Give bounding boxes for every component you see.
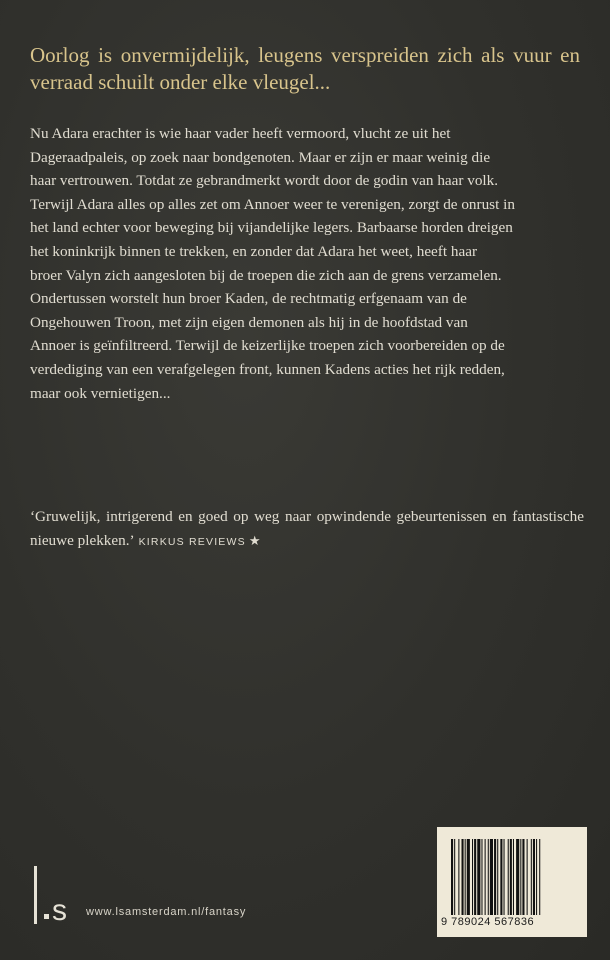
blurb-line: het koninkrijk binnen te trekken, en zonder dat Adara het weet, heeft haar — [30, 242, 478, 260]
publisher-logo — [30, 866, 76, 927]
logo-letter: s — [52, 894, 67, 927]
blurb-line: broer Valyn zich aangesloten bij de troepen die zich aan de grens verzamelen. — [30, 266, 502, 284]
barcode-bar — [539, 839, 540, 915]
barcode-bar — [485, 839, 486, 915]
blurb-line: Annoer is geïnfiltreerd. Terwijl de keizerlijke troepen zich voorbereiden op de — [30, 337, 505, 355]
barcode-bar — [472, 839, 473, 915]
barcode-bar — [494, 839, 496, 915]
star-icon: ★ — [248, 534, 261, 549]
blurb-line: Nu Adara erachter is wie haar vader heeft vermoord, vlucht ze uit het — [30, 125, 451, 142]
barcode-bar — [500, 839, 502, 915]
barcode-bar — [510, 839, 512, 915]
tagline: Oorlog is onvermijdelijk, leugens verspreiden zich als vuur en verraad schuilt onder elke vleugel... — [30, 43, 580, 94]
publisher-url: www.lsamsterdam.nl/fantasy — [86, 906, 247, 918]
review-quote — [30, 505, 584, 554]
barcode-bar — [488, 839, 489, 915]
quote-text: ‘Gruwelijk, intrigerend en goed op weg naar opwindende gebeurtenissen en fantastische nieuwe plekken.’ — [30, 508, 584, 549]
blurb-line: Ongehouwen Troon, met zijn eigen demonen als hij in de hoofdstad van — [30, 313, 468, 331]
barcode-bar — [458, 839, 459, 915]
blurb-line: Ondertussen worstelt hun broer Kaden, de rechtmatig erfgenaam van de — [30, 290, 467, 308]
blurb-line: verdediging van een verafgelegen front, kunnen Kadens acties het rijk redden, — [30, 360, 505, 378]
barcode-bar — [490, 839, 493, 915]
barcode-bar — [454, 839, 455, 915]
barcode-bar — [477, 839, 480, 915]
blurb-line: Dageraadpaleis, op zoek naar bondgenoten. Maar er zijn er maar weinig die — [30, 148, 491, 166]
logo-bar — [34, 866, 37, 924]
barcode-bar — [465, 839, 466, 915]
blurb-line: Terwijl Adara alles op alles zet om Annoer weer te verenigen, zorgt de onrust in — [30, 195, 515, 213]
barcode-bar — [474, 839, 476, 915]
barcode-bar — [531, 839, 532, 915]
barcode-bar — [533, 839, 535, 915]
isbn-number: 9 789024 567836 — [441, 916, 535, 928]
barcode-bar — [527, 839, 528, 915]
barcode-bar — [520, 839, 521, 915]
barcode-bar — [508, 839, 509, 915]
barcode-bar — [513, 839, 514, 915]
barcode-bars — [451, 839, 573, 915]
barcode-bar — [481, 839, 482, 915]
logo-dot — [44, 914, 49, 919]
blurb-line: haar vertrouwen. Totdat ze gebrandmerkt wordt door de godin van haar volk. — [30, 172, 499, 190]
blurb-line: het land echter voor beweging bij vijandelijke legers. Barbaarse horden dreigen — [30, 219, 513, 237]
blurb — [30, 122, 584, 405]
barcode-bar — [516, 839, 519, 915]
barcode-bar — [497, 839, 498, 915]
barcode-bar — [462, 839, 464, 915]
barcode-bar — [504, 839, 505, 915]
quote-source: KIRKUS REVIEWS — [138, 536, 246, 548]
barcode-bar — [522, 839, 524, 915]
barcode-bar — [536, 839, 537, 915]
barcode-bar — [467, 839, 470, 915]
barcode-bar — [451, 839, 453, 915]
blurb-line: maar ook vernietigen... — [30, 384, 171, 402]
barcode — [437, 827, 587, 937]
